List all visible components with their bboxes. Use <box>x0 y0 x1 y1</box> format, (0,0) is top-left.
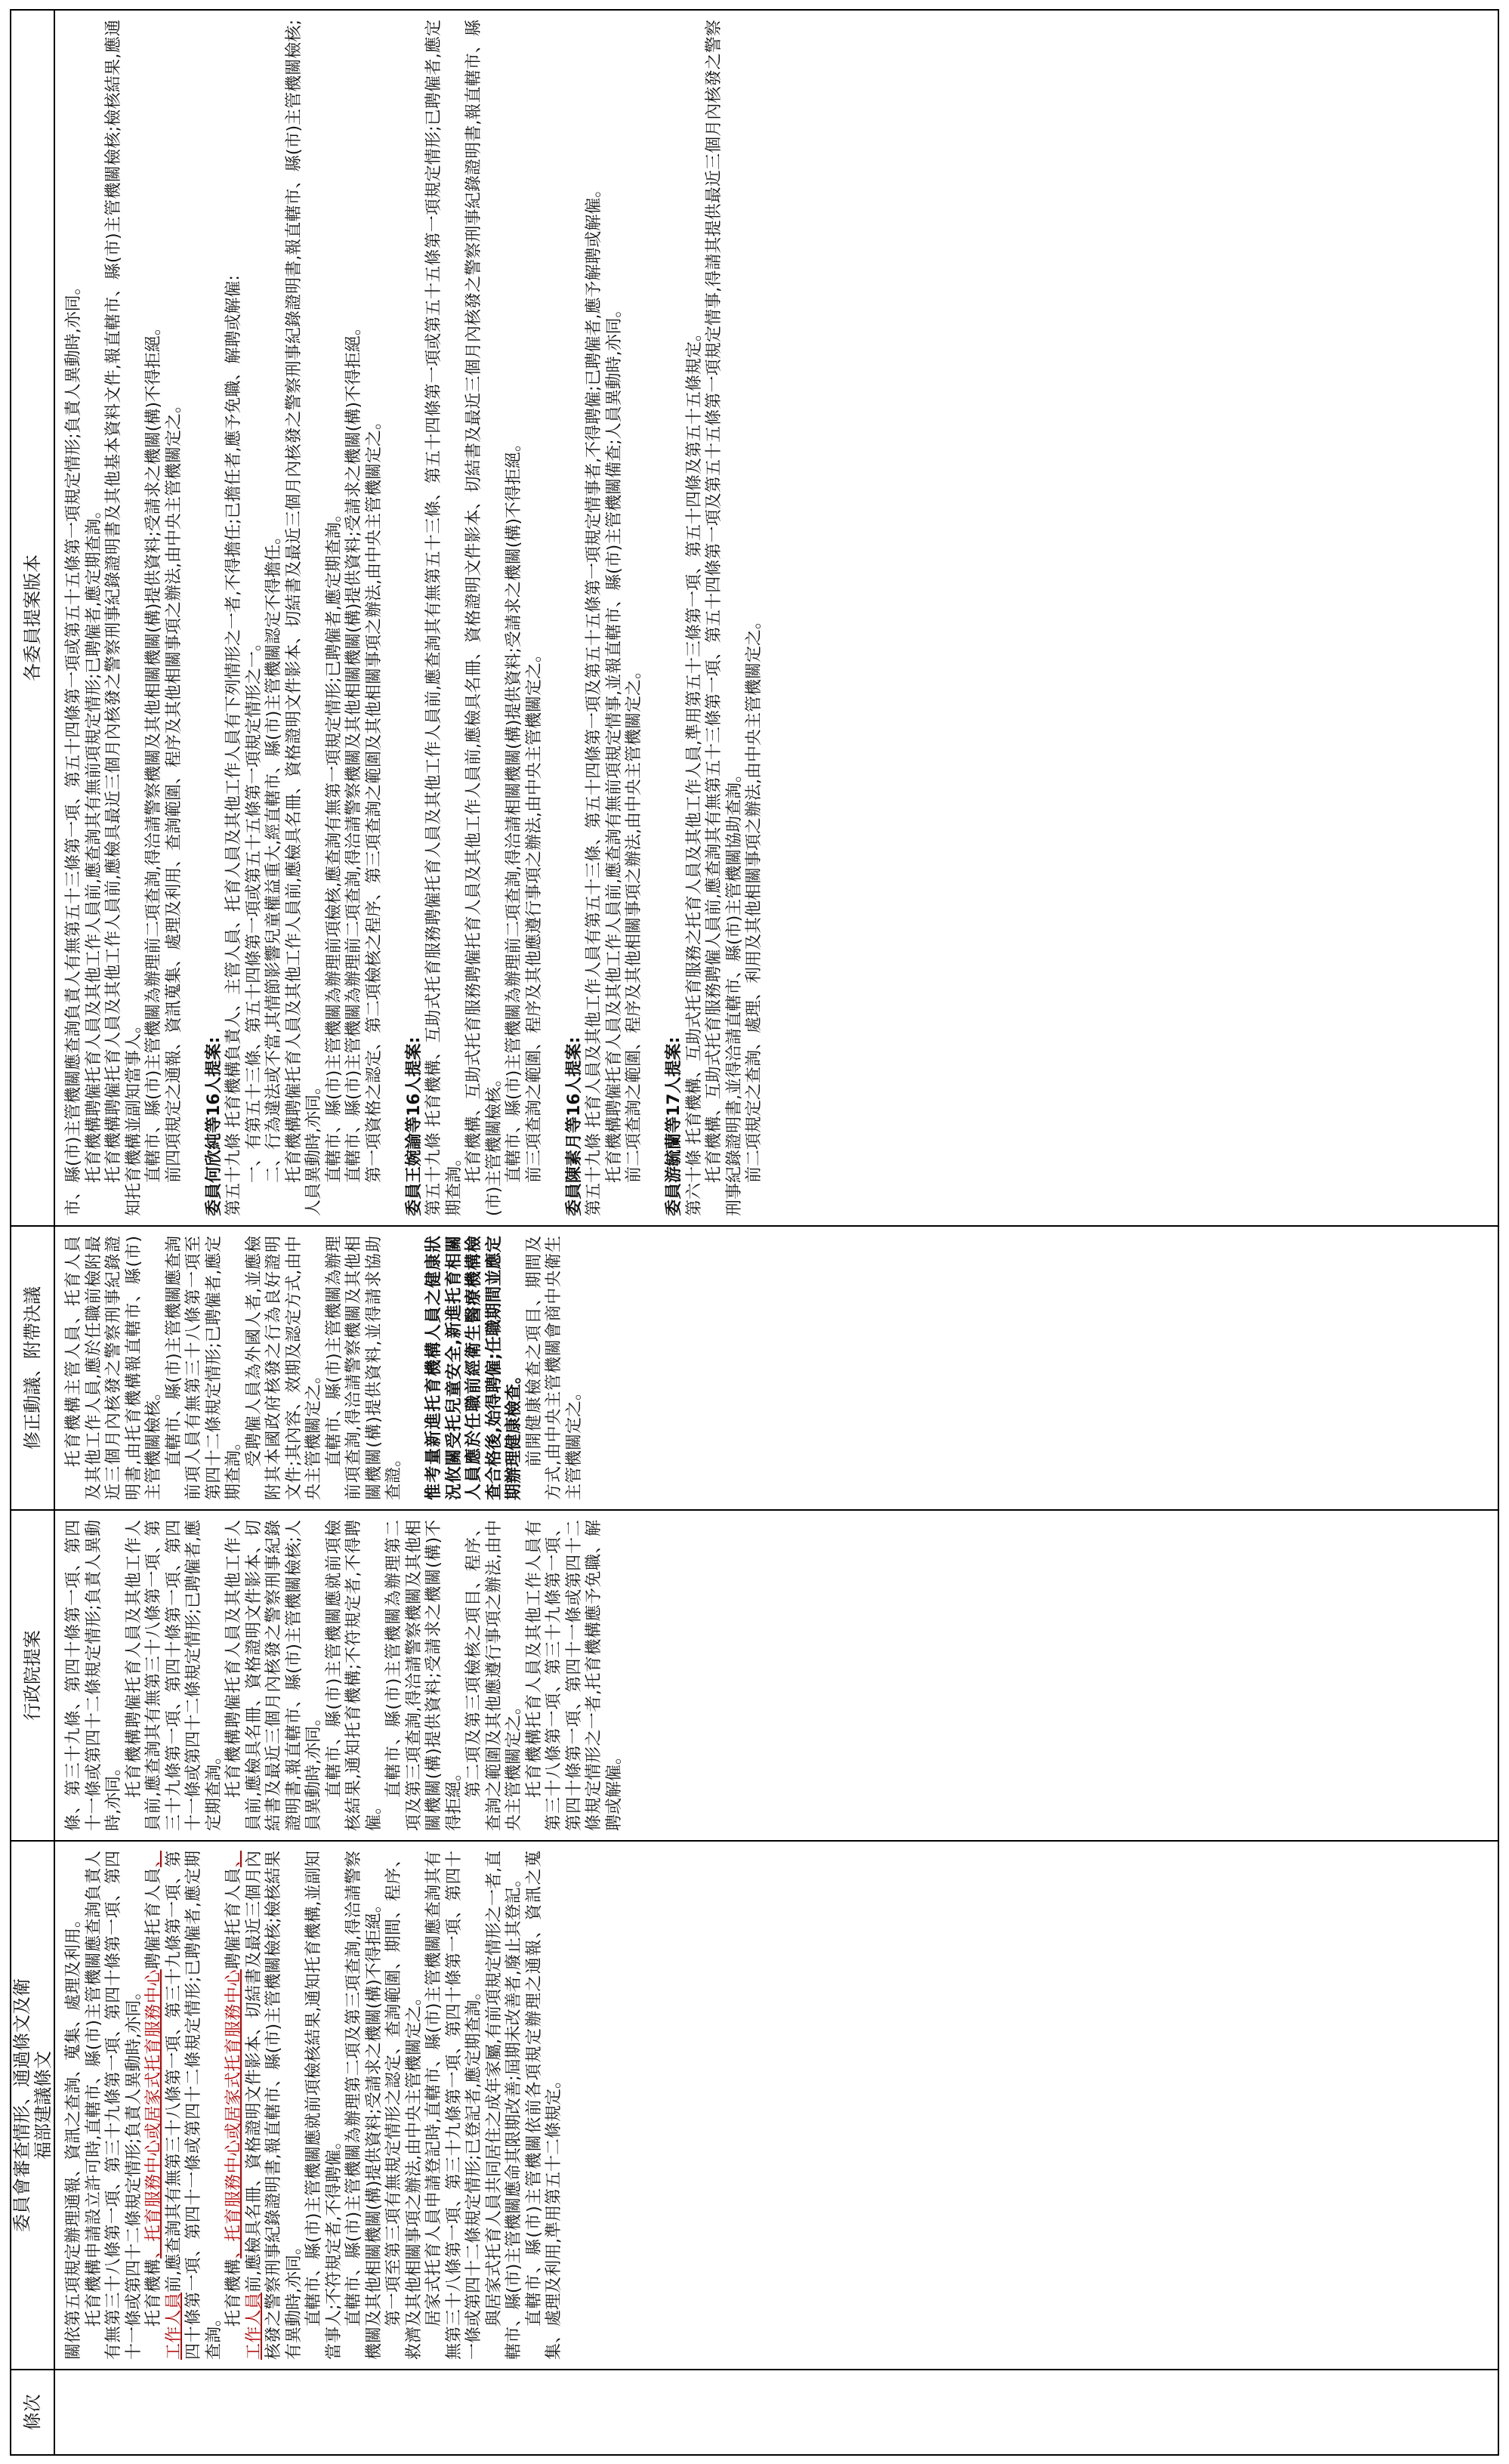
committee-amended-text: 、托育服務中心或居家式托育服務中心 <box>224 1969 243 2259</box>
comparison-table <box>10 9 1499 2456</box>
column-amendment-motion <box>11 1225 1498 1509</box>
header-cell-amendment-motion <box>11 1227 55 1509</box>
paragraph <box>144 20 165 1216</box>
text-run: 二、行為違法或不當,其情節影響兒童權益重大,經直轄市、縣(市)主管機關認定不得擔任。 <box>264 527 283 1183</box>
text-run: 關依第五項規定辦理通報、資訊之查詢、蒐集、處理及利用。 <box>64 1910 83 2360</box>
text-run: 委員游毓蘭等17人提案: <box>665 1036 684 1216</box>
text-run: 托育機構聘僱托育人員及其他工作人員前,應檢具最近三個月內核發之警察刑事紀錄證明書及其他基本資料文件,報直轄市、縣(市)主管機關檢核;檢核結果,應通知托育機構並副知當事人。 <box>104 20 143 1216</box>
header-cell-article-no <box>11 2370 55 2454</box>
text-run: 條、第三十九條、第四十條第一項、第四十一條或第四十二條規定情形;負責人異動時,亦同。 <box>64 1520 123 1831</box>
paragraph <box>365 20 385 1216</box>
paragraph <box>705 20 745 1216</box>
header-cell-member-proposals <box>11 11 55 1225</box>
paragraph <box>165 1236 245 1500</box>
paragraph <box>264 20 285 1216</box>
text-run: 一、有第五十三條、第五十四條第一項或第五十五條第一項規定情形之一。 <box>244 634 264 1183</box>
rotated-table-canvas <box>10 9 1499 2456</box>
paragraph <box>424 1851 485 2360</box>
column-article-no <box>11 2369 1498 2454</box>
text-run: 受聘僱人員為外國人者,並應檢附其本國政府核發之行為良好證明文件;其內容、效期及認定方式,由中央主管機關定之。 <box>244 1236 323 1500</box>
header-label-executive-yuan-proposal: 行政院提案 <box>22 1630 43 1721</box>
paragraph <box>745 20 765 1216</box>
header-label-amendment-motion: 修正動議、附帶決議 <box>22 1286 43 1450</box>
proposal-section-header <box>565 20 585 1216</box>
body-cell-executive-yuan-proposal <box>55 1511 1498 1840</box>
text-run: 托育機構申請設立許可時,直轄市、縣(市)主管機關應查詢負責人有無第三十八條第一項、第三十九條第一項、第四十條第一項、第四十一條或第四十二條規定情形;負責人異動時,亦同。 <box>84 1851 143 2360</box>
paragraph <box>464 20 505 1216</box>
text-run: 前開健康檢查之項目、期間及方式,由中央主管機關會商中央衛生主管機關定之。 <box>524 1236 584 1500</box>
text-run: 直轄市、縣(市)主管機關應就前項檢核結果,通知托育機構;不符規定者,不得聘僱。 <box>324 1520 384 1831</box>
paragraph <box>344 1851 384 2360</box>
text-run: 第六十條 托育機構、互助式托育服務之托育人員及其他工作人員,準用第五十三條第一項、第五十四條及第五十五條規定。 <box>684 325 704 1216</box>
text-run: 第五十九條 托育人員及其他工作人員有第五十三條、第五十四條第一項及第五十五條第一項規定情事者,不得聘僱;已聘僱者,應予解聘或解僱。 <box>585 181 603 1216</box>
text-run: 直轄市、縣(市)主管機關應就前項檢核結果,通知托育機構,並副知當事人;不符規定者,不得聘僱。 <box>304 1851 344 2360</box>
paragraph <box>625 20 645 1216</box>
text-run: 托育機構、互助式托育服務聘僱人員前,應查詢其有無第五十三條第一項、第五十四條第一項及第五十五條第一項規定情事,得請其提供最近三個月內核發之警察刑事紀錄證明書,並得洽請直轄市、縣(市)主管機關協助查詢。 <box>705 20 744 1216</box>
paragraph <box>525 1520 625 1831</box>
column-committee-review <box>11 1840 1498 2369</box>
text-run: 市、縣(市)主管機關應查詢負責人有無第五十三條第一項、第五十四條第一項或第五十五條第一項規定情形;負責人異動時,亦同。 <box>64 278 83 1216</box>
body-cell-article-no <box>55 2370 1498 2454</box>
text-run: 托育機構聘僱托育人員及其他工作人員前,應查詢有無前項規定情事,並報直轄市、縣(市)主管機關備查;人員異動時,亦同。 <box>604 301 624 1183</box>
paragraph <box>424 20 464 1216</box>
paragraph <box>464 1520 525 1831</box>
paragraph <box>384 1851 424 2360</box>
text-run: 直轄市、縣(市)主管機關為辦理第二項及第三項查詢,得洽請警察機關及其他相關機關(構)提供資料;受請求之機關(構)不得拒絕。 <box>384 1520 464 1831</box>
text-run: 直轄市、縣(市)主管機關為辦理前項查詢,得洽請警察機關及其他相關機關(構)提供資料,並得請求協助查證。 <box>324 1236 403 1500</box>
text-run: 托育機構 <box>144 2258 163 2327</box>
paragraph <box>64 1520 125 1831</box>
text-run: 第五十九條 托育機構負責人、主管人員、托育人員及其他工作人員有下列情形之一者,不得擔任;已擔任者,應予免職、解聘或解僱: <box>224 275 243 1216</box>
text-run: 前三項查詢之範圍、程序及其他應遵行事項之辦法,由中央主管機關定之。 <box>524 646 544 1183</box>
text-run: 第一項至第三項有無規定情形之認定、查詢範圍、期間、程序、救濟及其他相關事項之辦法,由中央主管機關定之。 <box>384 1851 424 2360</box>
paragraph <box>165 20 185 1216</box>
paragraph <box>245 1236 325 1500</box>
text-run: 托育機構聘僱托育人員及其他工作人員前,應查詢其有無第三十八條第一項、第三十九條第一項、第四十條第一項、第四十一條或第四十二條規定情形;已聘僱者,應定期查詢。 <box>124 1520 224 1831</box>
paragraph <box>344 20 365 1216</box>
paragraph <box>325 20 345 1216</box>
text-run: 前,應檢具名冊、資格證明文件影本、切結書及最近三個月內核發之警察刑事紀錄證明書,報直轄市、縣(市)主管機關檢核;檢核結果有異動時,亦同。 <box>244 1851 304 2360</box>
paragraph <box>505 20 525 1216</box>
proposal-section-header <box>205 20 225 1216</box>
text-run: 聘僱托育人員 <box>224 1867 243 1970</box>
column-executive-yuan-proposal <box>11 1509 1498 1840</box>
text-run: 托育機構、互助式托育服務聘僱托育人員及其他工作人員前,應檢具名冊、資格證明文件影本、切結書及最近三個月內核發之警察刑事紀錄證明書,報直轄市、縣(市)主管機關檢核。 <box>464 20 504 1216</box>
proposal-section-header <box>665 20 685 1216</box>
proposal-section-header <box>424 1236 525 1500</box>
paragraph <box>384 1520 464 1831</box>
text-run: 直轄市、縣(市)主管機關依前各項規定辦理之通報、資訊之蒐集、處理及利用,準用第五十二條規定。 <box>524 1851 563 2360</box>
paragraph <box>224 1520 325 1831</box>
text-run: 委員陳素月等16人提案: <box>564 1036 584 1216</box>
paragraph <box>685 20 705 1216</box>
text-run: 聘僱托育人員 <box>144 1867 163 1970</box>
text-run: 第五十九條 托育機構、互助式托育服務聘僱托育人員及其他工作人員前,應查詢其有無第五十三條、第五十四條第一項或第五十五條第一項規定情形;已聘僱者,應定期查詢。 <box>424 20 464 1216</box>
committee-amended-text: 、托育服務中心或居家式托育服務中心 <box>144 1969 163 2259</box>
text-run: 直轄市、縣(市)主管機關為辦理前項檢核,應查詢有無第一項規定情形;已聘僱者,應定期查詢。 <box>324 505 344 1183</box>
paragraph <box>285 20 325 1216</box>
paragraph <box>125 1520 225 1831</box>
text-run: 惟考量新進托育機構人員之健康狀況攸關受托兒童安全,新進托育相關人員應於任職前經衛生醫療機構檢查合格後,始得聘僱;任職期間並應定期辦理健康檢查。 <box>424 1236 523 1500</box>
paragraph <box>304 1851 344 2360</box>
paragraph <box>325 1520 385 1831</box>
paragraph <box>64 20 85 1216</box>
paragraph <box>525 20 545 1216</box>
paragraph <box>224 20 245 1216</box>
text-run: 托育機構主管人員、托育人員及其他工作人員,應於任職前檢附最近三個月內核發之警察刑事紀錄證明書,由托育機構報直轄市、縣(市)主管機關檢核。 <box>64 1236 163 1500</box>
text-run: 直轄市、縣(市)主管機關應查詢前項人員有無第三十八條第一項至第四十二條規定情形;已聘僱者,應定期查詢。 <box>164 1236 243 1500</box>
text-run: 直轄市、縣(市)主管機關為辦理第二項及第三項查詢,得洽請警察機關及其他相關機關(構)提供資料;受請求之機關(構)不得拒絕。 <box>344 1851 384 2360</box>
paragraph <box>104 20 144 1216</box>
text-run: 直轄市、縣(市)主管機關為辦理前二項查詢,得洽請警察機關及其他相關機關(構)提供資料;受請求之機關(構)不得拒絕。 <box>344 319 363 1183</box>
paragraph <box>64 1851 85 2360</box>
paragraph <box>85 20 105 1216</box>
paragraph <box>325 1236 405 1500</box>
text-run: 直轄市、縣(市)主管機關為辦理前二項查詢,得洽請相關機關(構)提供資料;受請求之機關(構)不得拒絕。 <box>505 435 523 1183</box>
paragraph <box>605 20 625 1216</box>
paragraph <box>525 1236 585 1500</box>
paragraph <box>85 1851 145 2360</box>
paragraph <box>144 1851 224 2360</box>
body-cell-amendment-motion <box>55 1227 1498 1509</box>
paragraph <box>585 20 605 1216</box>
text-run: 第一項資格之認定、第二項檢核之程序、第三項查詢之範圍及其他相關事項之辦法,由中央主管機關定之。 <box>364 413 384 1183</box>
text-run: 與居家式托育人員共同居住之成年家屬,有前項規定情形之一者,直轄市、縣(市)主管機關應命其限期改善;屆期未改善者,廢止其登記。 <box>484 1851 523 2360</box>
text-run: 前二項規定之查詢、處理、利用及其他相關事項之辦法,由中央主管機關定之。 <box>745 613 764 1183</box>
header-cell-committee-review <box>11 1842 55 2369</box>
text-run: 托育機構托育人員及其他工作人員有第三十八條第一項、第三十九條第一項、第四十條第一項、第四十一條或第四十二條規定情形之一者,托育機構應予免職、解聘或解僱。 <box>524 1520 624 1831</box>
proposal-section-header <box>405 20 425 1216</box>
header-label-committee-review: 委員會審查情形、通過條文及衛福部建議條文 <box>11 1978 54 2232</box>
body-cell-committee-review <box>55 1842 1498 2369</box>
text-run: 前,應查詢其有無第三十八條第一項、第三十九條第一項、第四十條第一項、第四十一條或第四十二條規定情形;已聘僱者,應定期查詢。 <box>164 1851 224 2360</box>
text-run: 托育機構聘僱托育人員及其他工作人員前,應查詢其有無前項規定情形;已聘僱者,應定期查詢。 <box>84 502 103 1183</box>
committee-amended-text: 、工作人員 <box>144 1851 184 2360</box>
text-run: 直轄市、縣(市)主管機關為辦理前二項查詢,得洽請警察機關及其他相關機關(構)提供資料;受請求之機關(構)不得拒絕。 <box>144 319 163 1183</box>
text-run: 前二項查詢之範圍、程序及其他相關事項之辦法,由中央主管機關定之。 <box>625 662 643 1183</box>
paragraph <box>64 1236 165 1500</box>
text-run: 托育機構聘僱托育人員及其他工作人員前,應檢具名冊、資格證明文件影本、切結書及最近三個月內核發之警察刑事紀錄證明書,報直轄市、縣(市)主管機關檢核;人員異動時,亦同。 <box>224 1520 323 1831</box>
text-run: 第二項及第三項檢核之項目、程序、查詢之範圍及其他應遵行事項之辦法,由中央主管機關定之。 <box>464 1520 523 1831</box>
text-run: 前四項規定之通報、資訊蒐集、處理及利用、查詢範圍、程序及其他相關事項之辦法,由中央主管機關定之。 <box>164 397 184 1183</box>
committee-amended-text: 、工作人員 <box>224 1851 264 2360</box>
body-cell-member-proposals <box>55 11 1498 1225</box>
paragraph <box>245 20 265 1216</box>
column-member-proposals <box>11 11 1498 1225</box>
text-run: 委員何欣純等16人提案: <box>204 1036 224 1216</box>
header-label-member-proposals: 各委員提案版本 <box>22 554 43 681</box>
paragraph <box>224 1851 304 2360</box>
paragraph <box>525 1851 565 2360</box>
text-run: 居家式托育人員申請登記時,直轄市、縣(市)主管機關應查詢其有無第三十八條第一項、第三十九條第一項、第四十條第一項、第四十一條或第四十二條規定情形;已登記者,應定期查詢。 <box>424 1851 483 2360</box>
text-run: 托育機構 <box>224 2258 243 2327</box>
paragraph <box>485 1851 525 2360</box>
header-cell-executive-yuan-proposal <box>11 1511 55 1840</box>
text-run: 托育機構聘僱托育人員及其他工作人員前,應檢具名冊、資格證明文件影本、切結書及最近三個月內核發之警察刑事紀錄證明書,報直轄市、縣(市)主管機關檢核;人員異動時,亦同。 <box>284 20 323 1216</box>
text-run: 委員王婉諭等16人提案: <box>404 1036 424 1216</box>
header-label-article-no: 條次 <box>22 2394 43 2431</box>
